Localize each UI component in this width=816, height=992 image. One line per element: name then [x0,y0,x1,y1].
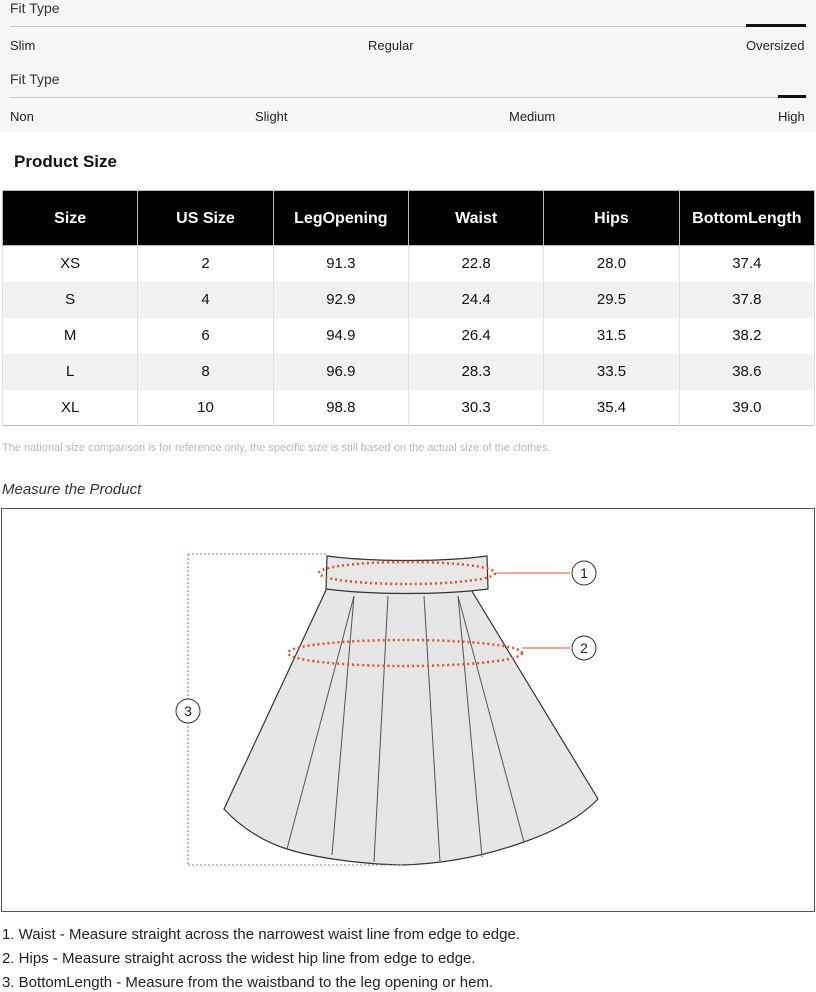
table-cell: 94.9 [273,318,408,354]
table-cell: 96.9 [273,354,408,390]
header-bottom-length: BottomLength [679,191,814,246]
table-cell: XS [3,246,138,282]
header-size: Size [3,191,138,246]
table-row [3,390,815,426]
size-table [2,190,815,426]
fit-type-selected-marker [746,24,806,27]
table-cell: M [3,318,138,354]
table-cell: 29.5 [544,282,679,318]
table-cell: 28.3 [408,354,543,390]
table-cell: 8 [138,354,273,390]
product-size-title: Product Size [14,152,117,171]
table-cell: 37.8 [679,282,814,318]
table-row [3,354,815,390]
header-us-size: US Size [138,191,273,246]
table-cell: 91.3 [273,246,408,282]
skirt-diagram-svg [2,509,814,911]
measure-title: Measure the Product [2,481,142,498]
table-cell: 6 [138,318,273,354]
header-hips: Hips [544,191,679,246]
fit-option-high: High [778,109,805,124]
table-row [3,282,815,318]
table-cell: 22.8 [408,246,543,282]
skirt-waistband-shape [326,556,488,594]
table-cell: XL [3,390,138,426]
header-waist: Waist [408,191,543,246]
marker-3-label: 3 [184,703,192,719]
fit-type-track-2 [10,97,807,98]
fit-type-selected-marker-2 [778,95,806,98]
header-leg-opening: LegOpening [273,191,408,246]
fit-option-medium: Medium [509,109,556,124]
table-cell: 4 [138,282,273,318]
table-cell: 39.0 [679,390,814,426]
table-cell: 30.3 [408,390,543,426]
size-disclaimer-note: The national size comparison is for reference only, the specific size is still based on the actual size of the clothes. [2,442,551,454]
table-cell: 33.5 [544,354,679,390]
fit-type-panel [0,0,816,132]
instruction-bottom-length: 3. BottomLength - Measure from the waistband to the leg opening or hem. [2,974,494,991]
table-cell: 24.4 [408,282,543,318]
table-cell: 38.2 [679,318,814,354]
instruction-hips: 2. Hips - Measure straight across the widest hip line from edge to edge. [2,950,476,967]
table-cell: 92.9 [273,282,408,318]
table-cell: 26.4 [408,318,543,354]
table-row [3,318,815,354]
table-cell: 2 [138,246,273,282]
table-cell: L [3,354,138,390]
fit-option-oversized: Oversized [746,38,805,53]
marker-2-label: 2 [580,640,588,656]
table-cell: 37.4 [679,246,814,282]
fit-option-non: Non [10,109,34,124]
fit-type-title: Fit Type [10,0,60,16]
skirt-body-shape [224,588,598,865]
fit-type-title-2: Fit Type [10,71,60,87]
fit-option-regular: Regular [368,38,414,53]
table-cell: 38.6 [679,354,814,390]
table-cell: S [3,282,138,318]
instruction-waist: 1. Waist - Measure straight across the narrowest waist line from edge to edge. [2,926,521,943]
fit-type-track [10,26,807,27]
table-cell: 10 [138,390,273,426]
table-header-row [3,191,815,246]
marker-1-label: 1 [580,565,588,581]
table-cell: 31.5 [544,318,679,354]
table-cell: 28.0 [544,246,679,282]
table-cell: 98.8 [273,390,408,426]
measure-diagram [1,508,815,912]
fit-option-slight: Slight [255,109,288,124]
table-cell: 35.4 [544,390,679,426]
fit-option-slim: Slim [10,38,36,53]
table-row [3,246,815,282]
